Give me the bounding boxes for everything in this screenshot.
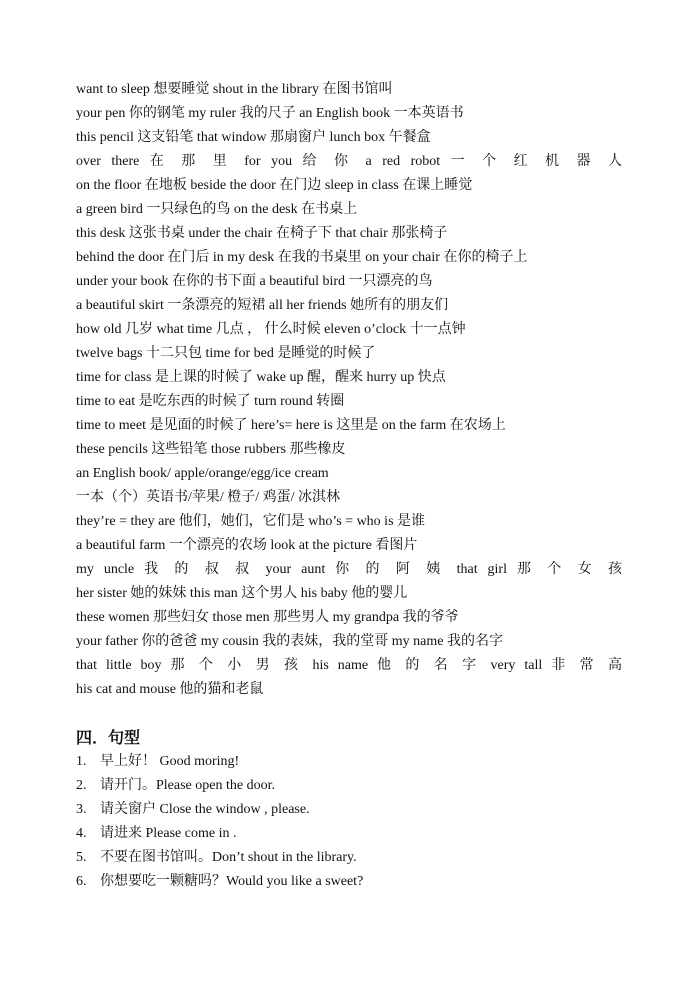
vocab-line: 一本（个）英语书/苹果/ 橙子/ 鸡蛋/ 冰淇林 [76,490,341,505]
vocab-line: over there 在 那 里 for you 给 你 a red robot 一 个 红 机 器 人 [76,154,622,169]
vocab-line: time to meet 是见面的时候了 here’s= here is 这里是 on the farm 在农场上 [76,418,506,433]
sentence-item [76,798,622,822]
vocab-line: behind the door 在门后 in my desk 在我的书桌里 on your chair 在你的椅子上 [76,250,528,265]
vocab-line: her sister 她的妹妹 this man 这个男人 his baby 他的婴儿 [76,586,408,601]
sentence-text: 你想要吃一颗糖吗？Would you like a sweet? [100,874,364,889]
sentence-list [76,750,622,894]
sentence-number: 1. [76,754,87,769]
vocab-line: his cat and mouse 他的猫和老鼠 [76,682,264,697]
vocab-line: this desk 这张书桌 under the chair 在椅子下 that chair 那张椅子 [76,226,448,241]
sentence-item [76,846,622,870]
sentence-item [76,822,622,846]
vocab-line: a beautiful skirt 一条漂亮的短裙 all her friends 她所有的朋友们 [76,298,449,313]
sentence-text: 不要在图书馆叫。Don’t shout in the library. [100,850,357,865]
vocab-line: your pen 你的钢笔 my ruler 我的尺子 an English book 一本英语书 [76,106,464,121]
sentence-number: 6. [76,874,87,889]
vocab-line: that little boy 那 个 小 男 孩 his name 他 的 名 字 very tall 非 常 高 [76,658,622,673]
vocab-line: an English book/ apple/orange/egg/ice cream [76,466,329,481]
sentence-text: 早上好！ Good moring! [100,754,240,769]
vocab-line: these women 那些妇女 those men 那些男人 my grandpa 我的爷爷 [76,610,459,625]
vocab-line: on the floor 在地板 beside the door 在门边 sleep in class 在课上睡觉 [76,178,473,193]
vocab-line: these pencils 这些铅笔 those rubbers 那些橡皮 [76,442,346,457]
vocabulary-list [76,78,622,702]
vocab-line: a green bird 一只绿色的鸟 on the desk 在书桌上 [76,202,358,217]
section-title-sentence-patterns: 四．句型 [76,728,141,747]
sentence-item [76,870,622,894]
vocab-line: how old 几岁 what time 几点 ， 什么时候 eleven o’clock 十一点钟 [76,322,466,337]
vocab-line: my uncle 我 的 叔 叔 your aunt 你 的 阿 姨 that girl 那 个 女 孩 [76,562,622,577]
vocab-line: your father 你的爸爸 my cousin 我的表妹，我的堂哥 my name 我的名字 [76,634,503,649]
vocab-line: they’re = they are 他们，她们，它们是 who’s = who is 是谁 [76,514,426,529]
vocab-line: under your book 在你的书下面 a beautiful bird 一只漂亮的鸟 [76,274,433,289]
sentence-item [76,774,622,798]
sentence-item [76,750,622,774]
vocab-line: this pencil 这支铅笔 that window 那扇窗户 lunch box 午餐盒 [76,130,431,145]
sentence-number: 5. [76,850,87,865]
sentence-text: 请进来 Please come in . [100,826,237,841]
vocab-line: a beautiful farm 一个漂亮的农场 look at the picture 看图片 [76,538,418,553]
sentence-text: 请开门。Please open the door. [100,778,275,793]
sentence-number: 2. [76,778,87,793]
vocab-line: time for class 是上课的时候了 wake up 醒，醒来 hurry up 快点 [76,370,446,385]
sentence-number: 4. [76,826,87,841]
sentence-number: 3. [76,802,87,817]
vocab-line: twelve bags 十二只包 time for bed 是睡觉的时候了 [76,346,376,361]
vocab-line: time to eat 是吃东西的时候了 turn round 转圈 [76,394,345,409]
vocab-line: want to sleep 想要睡觉 shout in the library 在图书馆叫 [76,82,393,97]
sentence-text: 请关窗户 Close the window , please. [100,802,310,817]
